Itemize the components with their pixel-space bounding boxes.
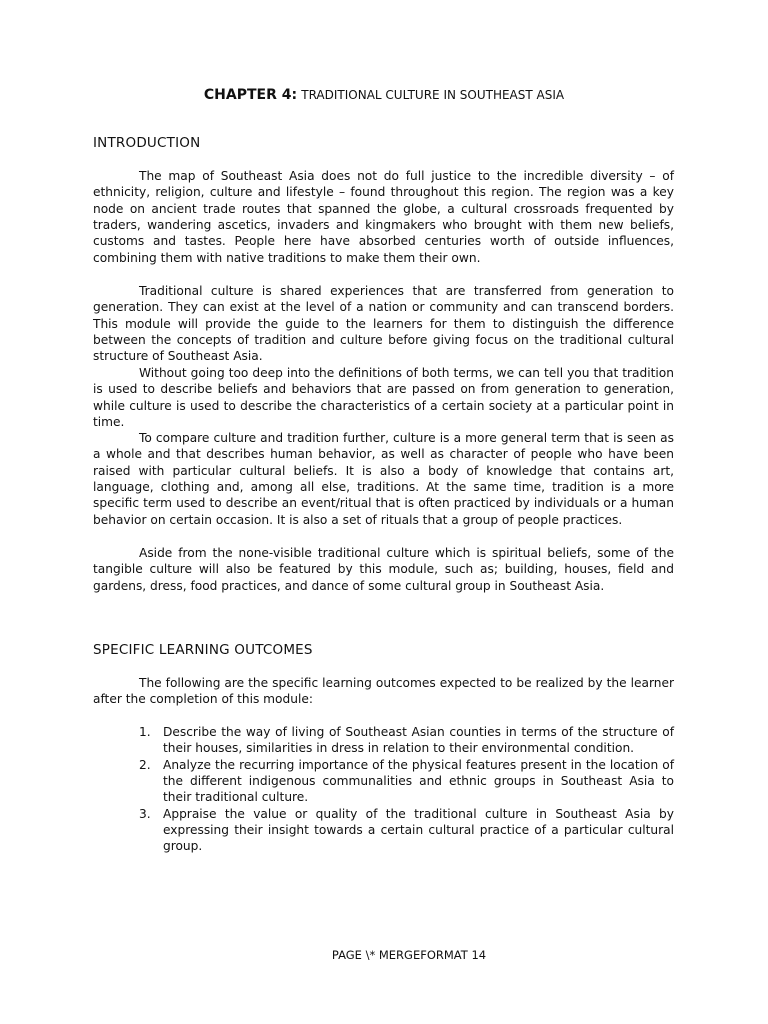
introduction-heading: INTRODUCTION <box>93 135 201 151</box>
outcome-number: 2. <box>139 757 151 772</box>
outcomes-intro-paragraph: The following are the specific learning outcomes expected to be realized by the learner after the completion of this module: <box>93 676 674 707</box>
intro-paragraph-5: Aside from the none-visible traditional culture which is spiritual beliefs, some of the tangible culture will also be featured by this module, such as; building, houses, field and gardens, dress, food practices, and dance of some cultural group in Southeast Asia. <box>93 546 674 593</box>
intro-paragraph-3: Without going too deep into the definitions of both terms, we can tell you that tradition is used to describe beliefs and behaviors that are passed on from generation to generation, while culture is used to describe the characteristics of a certain society at a particular point in time. <box>93 366 674 430</box>
outcomes-heading: SPECIFIC LEARNING OUTCOMES <box>93 642 313 658</box>
outcome-item <box>93 806 674 855</box>
outcome-item <box>93 757 674 806</box>
chapter-name: TRADITIONAL CULTURE IN SOUTHEAST ASIA <box>301 88 565 102</box>
outcome-text: Describe the way of living of Southeast Asian counties in terms of the structure of their houses, similarities in dress in relation to their environmental condition. <box>163 725 674 756</box>
outcome-text: Analyze the recurring importance of the physical features present in the location of the different indigenous communalities and ethnic groups in Southeast Asia to their traditional culture. <box>163 757 674 805</box>
intro-paragraph-1: The map of Southeast Asia does not do full justice to the incredible diversity – of ethnicity, religion, culture and lifestyle – found throughout this region. The region was a key node on ancient trade routes that spanned the globe, a cultural crossroads frequented by traders, wandering ascetics, invaders and kingmakers who brought with them new beliefs, customs and tastes. People here have absorbed centuries worth of outside influences, combining them with native traditions to make them their own. <box>93 169 674 265</box>
outcome-number: 1. <box>139 725 151 739</box>
intro-paragraph-2: Traditional culture is shared experiences that are transferred from generation to generation. They can exist at the level of a nation or community and can transcend borders. This module will provide the guide to the learners for them to distinguish the difference between the concepts of tradition and culture before giving focus on the traditional cultural structure of Southeast Asia. <box>93 284 674 364</box>
chapter-title <box>0 87 768 104</box>
intro-paragraph-4: To compare culture and tradition further, culture is a more general term that is seen as a whole and that describes human behavior, as well as character of people who have been raised with particular cultural beliefs. It is also a body of knowledge that contains art, language, clothing and, among all else, traditions. At the same time, tradition is a more specific term used to describe an event/ritual that is often practiced by individuals or a human behavior on certain occasion. It is also a set of rituals that a group of people practices. <box>93 431 674 527</box>
chapter-label: CHAPTER 4: <box>203 87 298 103</box>
outcomes-list <box>93 724 674 855</box>
outcome-text: Appraise the value or quality of the traditional culture in Southeast Asia by expressing their insight towards a certain cultural practice of a particular cultural group. <box>163 806 674 854</box>
outcome-item <box>93 724 674 757</box>
outcome-number: 3. <box>139 806 151 821</box>
page-footer: PAGE \* MERGEFORMAT 14 <box>331 948 487 962</box>
